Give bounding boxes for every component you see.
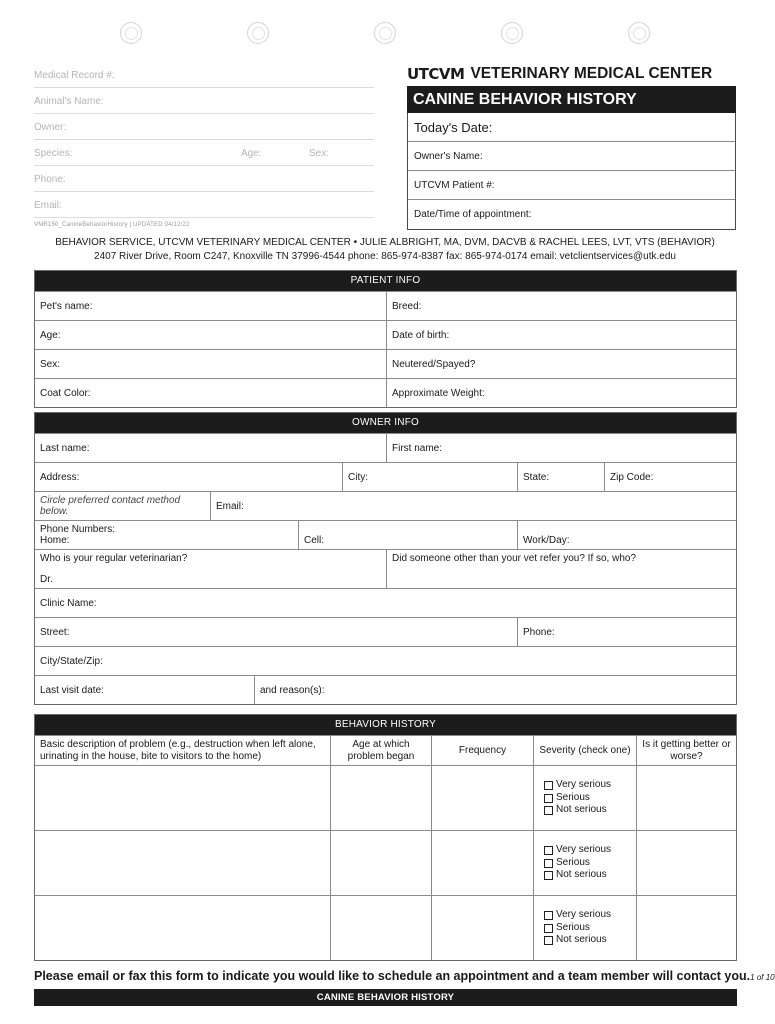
age-began-column-header: Age at which problem began [330,736,431,765]
page-number: 1 of 10 [750,973,775,982]
checkbox-icon [544,806,553,815]
todays-date-field[interactable] [408,113,735,142]
phone-label: Phone: [34,174,66,185]
phone-field[interactable] [34,166,374,192]
street-label: Street: [40,626,70,638]
very-serious-label: Very serious [556,909,612,921]
owner-row [35,646,736,675]
service-line-1: BEHAVIOR SERVICE, UTCVM VETERINARY MEDICAL CENTER • JULIE ALBRIGHT, MA, DVM, DACVB & RACHEL LEES, LVT, VTS (BEHAVIOR) [55,237,715,248]
very-serious-checkbox[interactable] [544,909,611,922]
owner-email-label: Email: [216,500,244,512]
clinic-name-field[interactable] [35,589,736,617]
referral-field[interactable] [386,550,736,588]
owner-info-table [34,412,737,705]
pets-name-label: Pet's name: [40,300,93,312]
checkbox-icon [544,871,553,880]
org-name: VETERINARY MEDICAL CENTER [470,65,713,82]
binder-holes [120,22,650,44]
serious-checkbox[interactable] [544,857,590,870]
city-state-zip-field[interactable] [35,647,736,675]
work-phone-field[interactable] [517,521,736,549]
pets-name-field[interactable] [35,292,386,320]
very-serious-label: Very serious [556,779,612,791]
serious-label: Serious [556,791,590,803]
zip-field[interactable] [604,463,736,491]
behavior-history-heading: BEHAVIOR HISTORY [35,715,736,735]
severity-column-header: Severity (check one) [533,736,636,765]
dob-field[interactable] [386,321,736,349]
problem-description-input[interactable] [35,896,330,960]
last-visit-label: Last visit date: [40,684,104,696]
very-serious-checkbox[interactable] [544,844,611,857]
breed-label: Breed: [392,300,422,312]
form-code: VMR150_CanineBehaviorHistory | UPDATED 04/12/22 [34,222,190,228]
state-field[interactable] [517,463,604,491]
pet-sex-field[interactable] [35,350,386,378]
very-serious-checkbox[interactable] [544,779,611,792]
patient-row [35,378,736,407]
appointment-field[interactable] [408,200,735,229]
work-label: Work/Day: [523,535,570,546]
owner-field[interactable] [34,114,374,140]
phone-numbers-label: Phone Numbers: [40,524,116,535]
checkbox-icon [544,846,553,855]
street-field[interactable] [35,618,517,646]
pet-sex-label: Sex: [40,358,61,370]
patient-row [35,349,736,378]
serious-checkbox[interactable] [544,922,590,935]
patient-row [35,320,736,349]
checkbox-icon [544,781,553,790]
footer-title-bar: CANINE BEHAVIOR HISTORY [34,989,737,1006]
weight-label: Approximate Weight: [392,387,485,399]
coat-color-field[interactable] [35,379,386,407]
last-name-field[interactable] [35,434,386,462]
behavior-history-table [34,714,737,961]
cell-label: Cell: [304,535,325,546]
service-line-2: 2407 River Drive, Room C247, Knoxville TN 37996-4544 phone: 865-974-8387 fax: 865-974-0174 email: vetclientservices@utk.edu [94,251,676,262]
todays-date-label: Today's Date: [414,119,493,135]
patient-number-field[interactable] [408,171,735,200]
zip-label: Zip Code: [610,471,654,483]
trend-input[interactable] [636,896,736,960]
contact-method-label: Circle preferred contact method below. [40,495,181,517]
intake-box [407,113,736,230]
patient-info-heading: PATIENT INFO [35,271,736,291]
species-label: Species: [34,148,73,159]
last-visit-field[interactable] [35,676,254,704]
visit-reason-field[interactable] [254,676,736,704]
frequency-input[interactable] [431,831,533,895]
owner-row [35,520,736,549]
checkbox-icon [544,936,553,945]
appointment-label: Date/Time of appointment: [414,209,532,220]
owner-row [35,617,736,646]
email-field[interactable] [34,192,374,218]
pet-age-label: Age: [40,329,61,341]
binder-hole [501,22,523,44]
frequency-column-header: Frequency [431,736,533,765]
neutered-label: Neutered/Spayed? [392,358,476,370]
referral-label: Did someone other than your vet refer you? If so, who? [392,553,637,564]
behavior-row [35,895,736,960]
serious-checkbox[interactable] [544,792,590,805]
very-serious-label: Very serious [556,844,612,856]
patient-number-label: UTCVM Patient #: [414,179,495,191]
binder-hole [374,22,396,44]
age-began-input[interactable] [330,766,431,830]
record-label-area [34,62,374,228]
city-label: City: [348,471,368,483]
not-serious-checkbox[interactable] [544,934,607,947]
animal-name-label: Animal's Name: [34,96,104,107]
not-serious-checkbox[interactable] [544,804,607,817]
clinic-phone-field[interactable] [517,618,736,646]
owner-row [35,491,736,520]
dr-label: Dr. [40,574,53,585]
not-serious-label: Not serious [556,934,607,946]
weight-field[interactable] [386,379,736,407]
last-name-label: Last name: [40,442,90,454]
footer-instruction: Please email or fax this form to indicate you would like to schedule an appointment and a team member will contact you. [34,969,751,983]
dob-label: Date of birth: [392,329,450,341]
frequency-input[interactable] [431,766,533,830]
severity-options [533,766,636,830]
age-label: Age: [241,148,262,159]
owner-row [35,433,736,462]
city-field[interactable] [342,463,517,491]
not-serious-label: Not serious [556,804,607,816]
medical-record-label: Medical Record #: [34,70,115,81]
not-serious-label: Not serious [556,869,607,881]
footer-note [34,969,775,983]
patient-info-table [34,270,737,408]
binder-hole [120,22,142,44]
medical-record-field[interactable] [34,62,374,88]
first-name-field[interactable] [386,434,736,462]
owners-name-field[interactable] [408,142,735,171]
utcvm-logo: UTCVM [407,65,465,83]
owner-row [35,675,736,704]
sex-label: Sex: [309,148,330,159]
home-phone-field[interactable] [35,521,298,549]
behavior-row [35,830,736,895]
address-field[interactable] [35,463,342,491]
serious-label: Serious [556,921,590,933]
regular-vet-label: Who is your regular veterinarian? [40,553,188,564]
owner-email-field[interactable] [210,492,736,520]
owner-row [35,549,736,588]
brand [407,62,736,86]
first-name-label: First name: [392,442,443,454]
contact-method-note [35,492,210,520]
breed-field[interactable] [386,292,736,320]
clinic-phone-label: Phone: [523,626,555,638]
visit-reason-label: and reason(s): [260,684,325,696]
checkbox-icon [544,924,553,933]
form-title: CANINE BEHAVIOR HISTORY [407,86,736,113]
home-label: Home: [40,535,70,546]
cell-phone-field[interactable] [298,521,517,549]
checkbox-icon [544,859,553,868]
age-began-input[interactable] [330,831,431,895]
trend-column-header: Is it getting better or worse? [636,736,736,765]
checkbox-icon [544,911,553,920]
city-state-zip-label: City/State/Zip: [40,655,103,667]
frequency-input[interactable] [431,896,533,960]
owner-info-heading: OWNER INFO [35,413,736,433]
state-label: State: [523,471,550,483]
desc-column-header: Basic description of problem (e.g., destruction when left alone, urinating in the house, bite to visitors to the home) [40,738,316,762]
serious-label: Serious [556,856,590,868]
header-right [407,62,736,230]
patient-row [35,291,736,320]
address-label: Address: [40,471,80,483]
behavior-row [35,765,736,830]
owner-label: Owner: [34,122,67,133]
email-label: Email: [34,200,62,211]
behavior-header-row [35,735,736,765]
species-field[interactable] [34,140,374,166]
owner-row [35,588,736,617]
animal-name-field[interactable] [34,88,374,114]
owners-name-label: Owner's Name: [414,150,483,162]
not-serious-checkbox[interactable] [544,869,607,882]
problem-description-input[interactable] [35,766,330,830]
age-began-input[interactable] [330,896,431,960]
pet-age-field[interactable] [35,321,386,349]
clinic-name-label: Clinic Name: [40,597,97,609]
problem-description-input[interactable] [35,831,330,895]
neutered-field[interactable] [386,350,736,378]
coat-color-label: Coat Color: [40,387,91,399]
service-info [0,236,770,264]
severity-options [533,896,636,960]
checkbox-icon [544,794,553,803]
binder-hole [628,22,650,44]
regular-vet-field[interactable] [35,550,386,588]
owner-row [35,462,736,491]
trend-input[interactable] [636,831,736,895]
binder-hole [247,22,269,44]
severity-options [533,831,636,895]
trend-input[interactable] [636,766,736,830]
